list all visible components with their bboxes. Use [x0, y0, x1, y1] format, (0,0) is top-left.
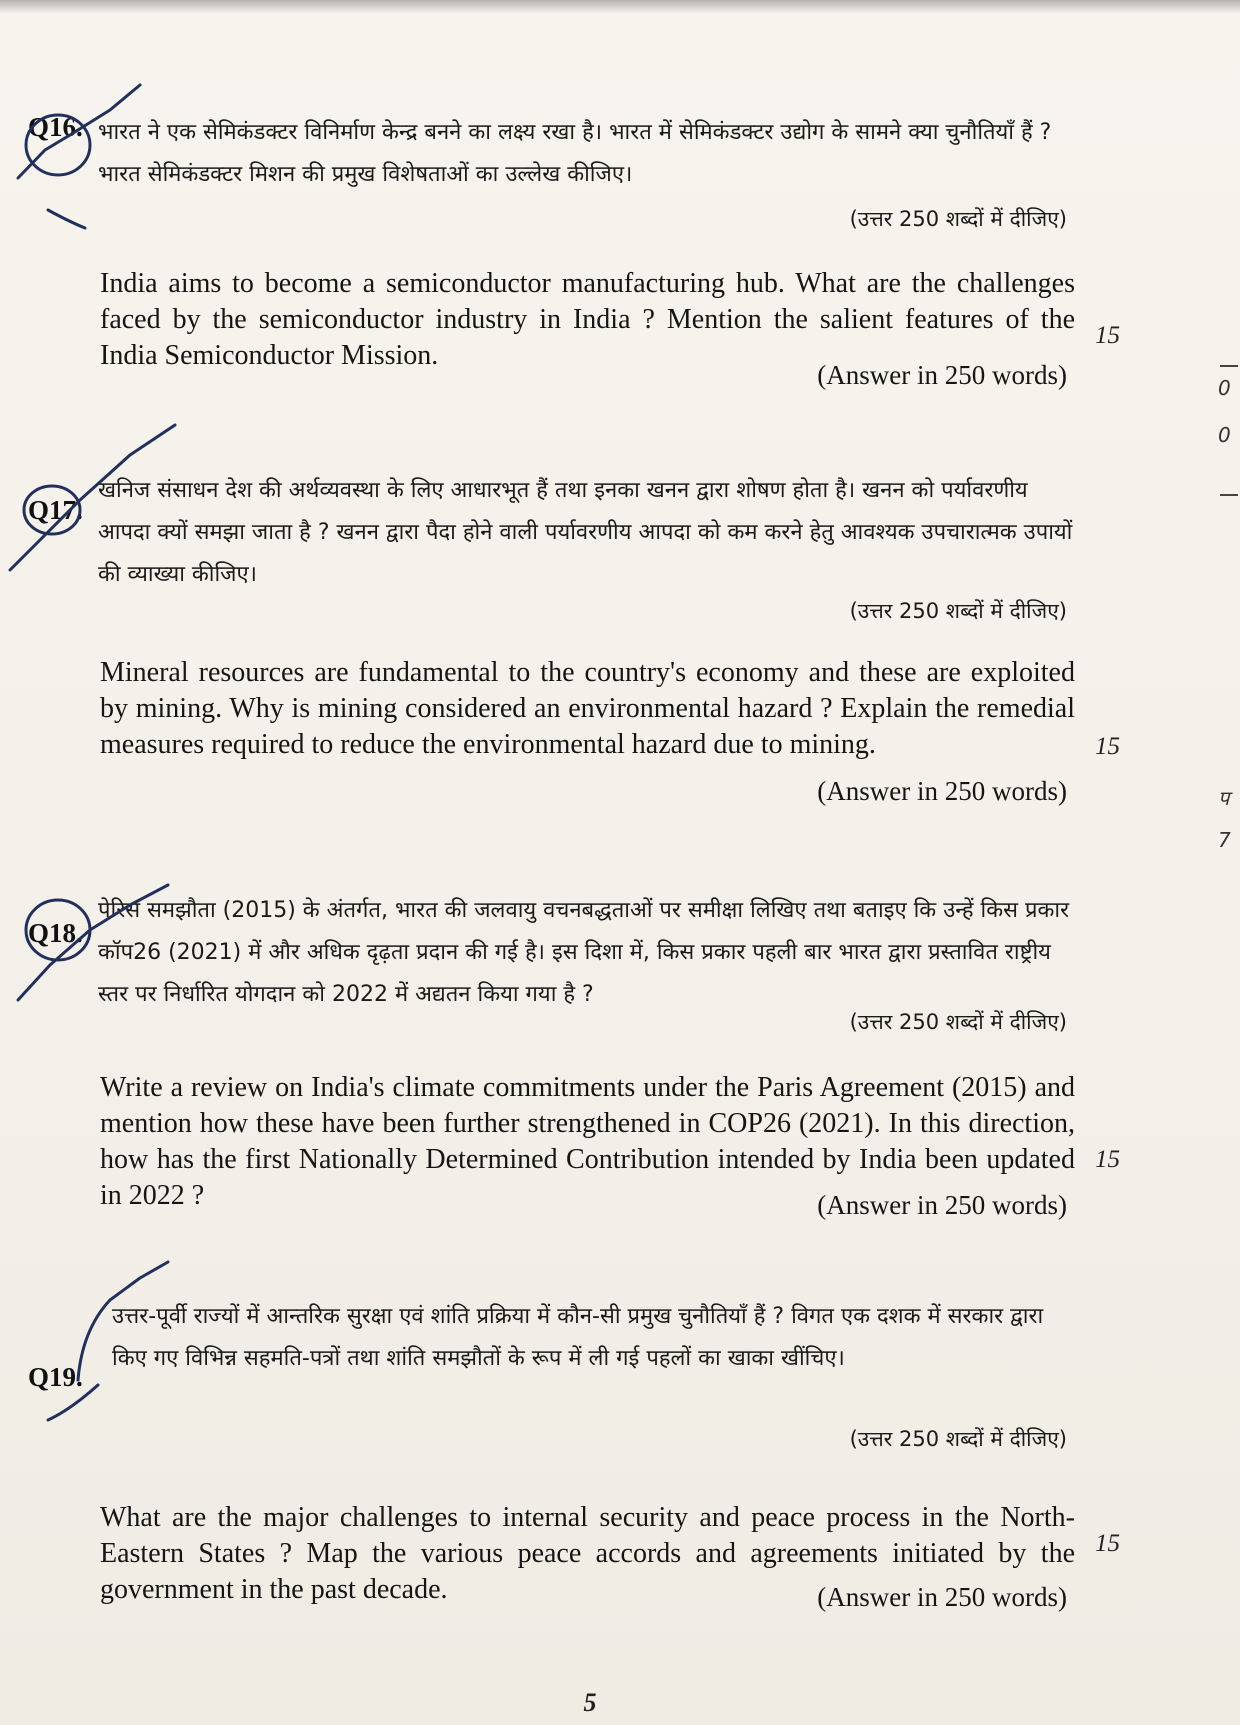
- question-english-text: What are the major challenges to internal security and peace process in the North-Eastern States ? Map the various peace accords and agreements initiated by the government in the past decade.: [100, 1502, 1075, 1605]
- top-shadow: [0, 0, 1240, 14]
- question-number: Q17.: [28, 495, 83, 525]
- word-limit-hindi: (उत्तर 250 शब्दों में दीजिए): [849, 1427, 1067, 1451]
- question-number: Q18.: [28, 918, 83, 948]
- question-english-text: India aims to become a semiconductor manufacturing hub. What are the challenges faced by the semiconductor industry in India ? Mention the salient features of the India Semiconductor Mission.: [100, 268, 1075, 371]
- margin-mark: 7: [1218, 828, 1231, 852]
- margin-mark: 0: [1218, 423, 1231, 447]
- question-number: Q19.: [28, 1362, 83, 1392]
- question-marks: 15: [1095, 1530, 1120, 1557]
- word-limit-english: (Answer in 250 words): [817, 360, 1067, 390]
- question-english-text: Mineral resources are fundamental to the country's economy and these are exploited by mining. Why is mining considered an environmental hazard ? Explain the remedial measures required to reduce the environmental hazard due to mining.: [100, 657, 1075, 760]
- question-marks: 15: [1095, 1146, 1120, 1173]
- question-hindi-text: उत्तर-पूर्वी राज्यों में आन्तरिक सुरक्षा एवं शांति प्रक्रिया में कौन-सी प्रमुख चुनौतियाँ हैं ? विगत एक दशक में सरकार द्वारा किए गए विभिन्न सहमति-पत्रों तथा शांति समझौतों के रूप में ली गई पहलों का खाका खींचिए।: [112, 1304, 1044, 1371]
- margin-mark: 0: [1218, 376, 1231, 400]
- word-limit-english: (Answer in 250 words): [817, 776, 1067, 806]
- question-marks: 15: [1095, 322, 1120, 349]
- question-marks: 15: [1095, 733, 1120, 760]
- question-number: Q16.: [28, 112, 83, 142]
- margin-rule: [1220, 494, 1238, 496]
- word-limit-hindi: (उत्तर 250 शब्दों में दीजिए): [849, 1010, 1067, 1034]
- word-limit-hindi: (उत्तर 250 शब्दों में दीजिए): [849, 599, 1067, 623]
- question-english-text: Write a review on India's climate commitments under the Paris Agreement (2015) and mention how these have been further strengthened in COP26 (2021). In this direction, how has the first Nationally Determined Contribution intended by India been updated in 2022 ?: [100, 1072, 1075, 1211]
- question-hindi-text: भारत ने एक सेमिकंडक्टर विनिर्माण केन्द्र बनने का लक्ष्य रखा है। भारत में सेमिकंडक्टर उद्योग के सामने क्या चुनौतियाँ हैं ? भारत सेमिकंडक्टर मिशन की प्रमुख विशेषताओं का उल्लेख कीजिए।: [98, 120, 1052, 187]
- word-limit-english: (Answer in 250 words): [817, 1190, 1067, 1220]
- word-limit-english: (Answer in 250 words): [817, 1582, 1067, 1612]
- margin-rule: [1220, 365, 1238, 367]
- margin-mark: प: [1218, 786, 1230, 810]
- question-hindi-text: पेरिस समझौता (2015) के अंतर्गत, भारत की जलवायु वचनबद्धताओं पर समीक्षा लिखिए तथा बताइए कि उन्हें किस प्रकार कॉप26 (2021) में और अधिक दृढ़ता प्रदान की गई है। इस दिशा में, किस प्रकार पहली बार भारत द्वारा प्रस्तावित राष्ट्रीय स्तर पर निर्धारित योगदान को 2022 में अद्यतन किया गया है ?: [98, 898, 1070, 1007]
- word-limit-hindi: (उत्तर 250 शब्दों में दीजिए): [849, 207, 1067, 231]
- page-number: 5: [583, 1688, 597, 1717]
- question-hindi-text: खनिज संसाधन देश की अर्थव्यवस्था के लिए आधारभूत हैं तथा इनका खनन द्वारा शोषण होता है। खनन को पर्यावरणीय आपदा क्यों समझा जाता है ? खनन द्वारा पैदा होने वाली पर्यावरणीय आपदा को कम करने हेतु आवश्यक उपचारात्मक उपायों की व्याख्या कीजिए।: [98, 478, 1073, 587]
